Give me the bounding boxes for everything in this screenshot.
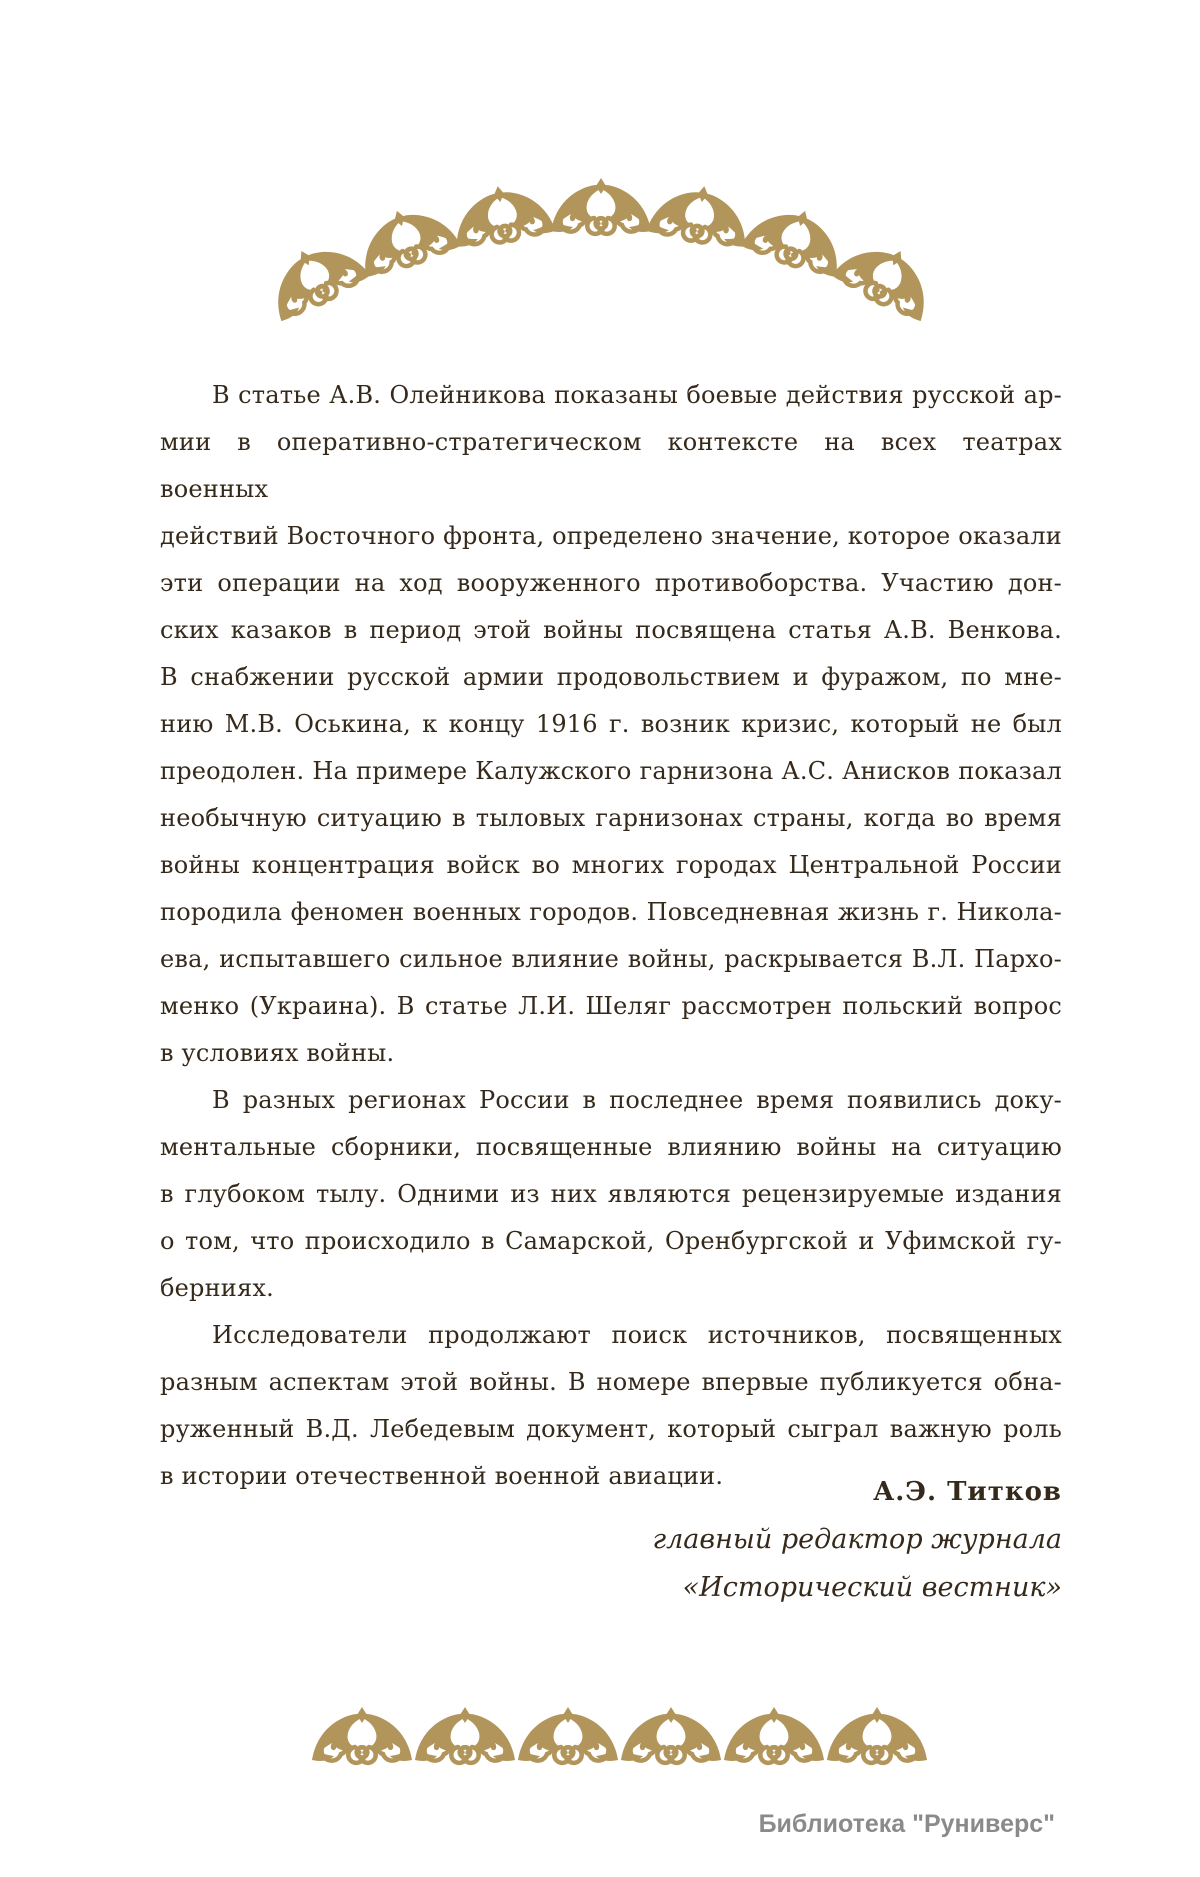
body-text bbox=[160, 372, 1062, 1500]
signature-name: А.Э. Титков bbox=[873, 1477, 1062, 1507]
text-line: берниях. bbox=[160, 1274, 274, 1302]
text-line: менко (Украина). В статье Л.И. Шеляг рассмотрен польский вопрос bbox=[160, 992, 1062, 1020]
text-line: войны концентрация войск во многих городах Центральной России bbox=[160, 851, 1062, 879]
paragraph bbox=[160, 372, 1062, 1077]
text-line: в глубоком тылу. Одними из них являются рецензируемые издания bbox=[160, 1180, 1062, 1208]
text-line: преодолен. На примере Калужского гарнизона А.С. Анисков показал bbox=[160, 757, 1062, 785]
text-line: в истории отечественной военной авиации. bbox=[160, 1462, 724, 1490]
text-line: разным аспектам этой войны. В номере впервые публикуется обна- bbox=[160, 1368, 1062, 1396]
top-arch-ornament-icon bbox=[0, 0, 1200, 365]
text-line: в условиях войны. bbox=[160, 1039, 395, 1067]
text-line: о том, что происходило в Самарской, Оренбургской и Уфимской гу- bbox=[160, 1227, 1062, 1255]
text-line: ментальные сборники, посвященные влиянию войны на ситуацию bbox=[160, 1133, 1062, 1161]
watermark: Библиотека "Руниверс" bbox=[758, 1810, 1055, 1838]
text-line: ских казаков в период этой войны посвящена статья А.В. Венкова. bbox=[160, 616, 1062, 644]
text-line: необычную ситуацию в тыловых гарнизонах страны, когда во время bbox=[160, 804, 1062, 832]
text-line: действий Восточного фронта, определено значение, которое оказали bbox=[160, 522, 1062, 550]
text-line: породила феномен военных городов. Повседневная жизнь г. Никола- bbox=[160, 898, 1062, 926]
text-line: эти операции на ход вооруженного противоборства. Участию дон- bbox=[160, 569, 1062, 597]
paragraph bbox=[160, 1077, 1062, 1312]
signature-journal: «Исторический вестник» bbox=[682, 1572, 1062, 1603]
signature-role: главный редактор журнала bbox=[652, 1524, 1062, 1555]
text-line: мии в оперативно-стратегическом контексте на всех театрах военных bbox=[160, 428, 1062, 503]
text-line: ева, испытавшего сильное влияние войны, раскрывается В.Л. Пархо- bbox=[160, 945, 1062, 973]
text-line: нию М.В. Оськина, к концу 1916 г. возник кризис, который не был bbox=[160, 710, 1062, 738]
text-line: В разных регионах России в последнее время появились доку- bbox=[212, 1086, 1062, 1114]
bottom-border-ornament-icon bbox=[0, 1700, 1200, 1770]
text-line: В статье А.В. Олейникова показаны боевые действия русской ар- bbox=[212, 381, 1062, 409]
text-line: Исследователи продолжают поиск источников, посвященных bbox=[212, 1321, 1062, 1349]
text-line: В снабжении русской армии продовольствием и фуражом, по мне- bbox=[160, 663, 1062, 691]
signature-block bbox=[160, 1468, 1062, 1612]
text-line: руженный В.Д. Лебедевым документ, который сыграл важную роль bbox=[160, 1415, 1062, 1443]
